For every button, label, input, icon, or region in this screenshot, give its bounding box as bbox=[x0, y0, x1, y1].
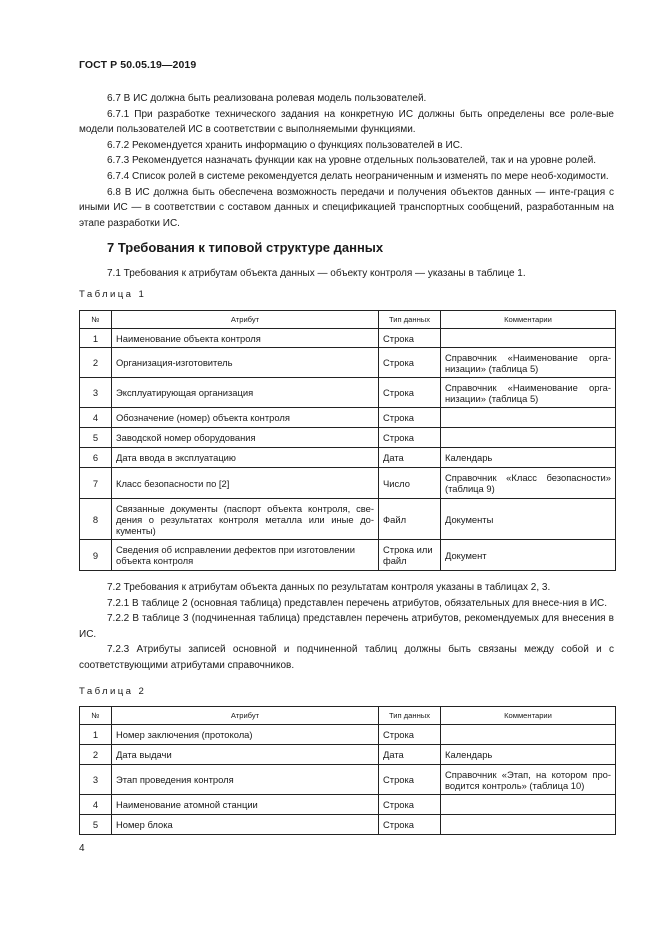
paragraph: 6.7.3 Рекомендуется назначать функции как на уровне отдельных пользователей, так и на уровне ролей. bbox=[107, 155, 597, 167]
cell-num: 4 bbox=[80, 795, 112, 815]
paragraph: 6.7.2 Рекомендуется хранить информацию о функциях пользователей в ИС. bbox=[107, 139, 463, 151]
paragraph: 7.2.2 В таблице 3 (подчиненная таблица) представлен перечень атрибутов, рекомендуемых для внесения в ИС. bbox=[79, 613, 614, 640]
cell-comment bbox=[441, 815, 616, 835]
cell-num: 7 bbox=[80, 468, 112, 499]
cell-comment: Справочник «Наименование орга-низации» (таблица 5) bbox=[441, 378, 616, 408]
table-row bbox=[80, 499, 616, 540]
header-type: Тип данных bbox=[379, 707, 441, 725]
table-header-row bbox=[80, 311, 616, 329]
cell-attr: Заводской номер оборудования bbox=[112, 428, 379, 448]
section-title: 7 Требования к типовой структуре данных bbox=[107, 240, 384, 255]
cell-type: Строка или файл bbox=[379, 540, 441, 571]
cell-num: 5 bbox=[80, 815, 112, 835]
table-row bbox=[80, 329, 616, 348]
paragraph: 6.8 В ИС должна быть обеспечена возможность передачи и получения объектов данных — инте-грация с иными ИС — в соответствии с составом данных и спецификацией транспортных сообщений, разработанным на этапе разработки ИС. bbox=[79, 186, 614, 229]
table2-caption: Таблица 2 bbox=[79, 686, 147, 697]
table-2 bbox=[79, 706, 616, 835]
cell-type: Дата bbox=[379, 448, 441, 468]
cell-type: Файл bbox=[379, 499, 441, 540]
cell-type: Число bbox=[379, 468, 441, 499]
header-num: № bbox=[80, 311, 112, 329]
table-row bbox=[80, 408, 616, 428]
cell-num: 3 bbox=[80, 378, 112, 408]
text-block-7-2 bbox=[79, 580, 614, 674]
header-attr: Атрибут bbox=[112, 707, 379, 725]
cell-comment bbox=[441, 329, 616, 348]
table-row bbox=[80, 725, 616, 745]
cell-comment bbox=[441, 428, 616, 448]
cell-comment bbox=[441, 725, 616, 745]
table-row bbox=[80, 468, 616, 499]
cell-type: Дата bbox=[379, 745, 441, 765]
table-row bbox=[80, 765, 616, 795]
cell-comment bbox=[441, 795, 616, 815]
table-row bbox=[80, 428, 616, 448]
header-type: Тип данных bbox=[379, 311, 441, 329]
paragraph: 7.2 Требования к атрибутам объекта данных по результатам контроля указаны в таблицах 2, 3. bbox=[107, 582, 551, 593]
cell-comment: Справочник «Наименование орга-низации» (таблица 5) bbox=[441, 348, 616, 378]
header-comment: Комментарии bbox=[441, 707, 616, 725]
header-num: № bbox=[80, 707, 112, 725]
table-row bbox=[80, 540, 616, 571]
table-row bbox=[80, 348, 616, 378]
page-number: 4 bbox=[79, 843, 85, 854]
cell-num: 3 bbox=[80, 765, 112, 795]
document-header: ГОСТ Р 50.05.19—2019 bbox=[79, 59, 197, 71]
cell-attr: Наименование атомной станции bbox=[112, 795, 379, 815]
cell-attr: Дата выдачи bbox=[112, 745, 379, 765]
paragraph: 6.7.4 Список ролей в системе рекомендуется делать неограниченным и изменять по мере необ-ходимости. bbox=[107, 170, 609, 182]
table-row bbox=[80, 378, 616, 408]
table-row bbox=[80, 795, 616, 815]
cell-comment: Справочник «Этап, на котором про-водится контроль» (таблица 10) bbox=[441, 765, 616, 795]
cell-num: 5 bbox=[80, 428, 112, 448]
cell-attr: Дата ввода в эксплуатацию bbox=[112, 448, 379, 468]
table-row bbox=[80, 448, 616, 468]
cell-attr: Номер блока bbox=[112, 815, 379, 835]
cell-num: 2 bbox=[80, 348, 112, 378]
paragraph: 7.1 Требования к атрибутам объекта данных — объекту контроля — указаны в таблице 1. bbox=[107, 268, 526, 279]
cell-num: 8 bbox=[80, 499, 112, 540]
cell-type: Строка bbox=[379, 765, 441, 795]
cell-num: 1 bbox=[80, 725, 112, 745]
cell-comment: Документы bbox=[441, 499, 616, 540]
cell-comment bbox=[441, 408, 616, 428]
cell-type: Строка bbox=[379, 348, 441, 378]
table1-caption: Таблица 1 bbox=[79, 289, 147, 300]
paragraph: 6.7.1 При разработке технического задания на конкретную ИС должны быть определены все роле-вые модели пользователей ИС в соответствии с выполняемыми функциями. bbox=[79, 108, 614, 136]
text-block-6-7 bbox=[79, 91, 614, 231]
cell-comment: Календарь bbox=[441, 745, 616, 765]
cell-attr: Обозначение (номер) объекта контроля bbox=[112, 408, 379, 428]
cell-type: Строка bbox=[379, 329, 441, 348]
cell-attr: Этап проведения контроля bbox=[112, 765, 379, 795]
cell-type: Строка bbox=[379, 428, 441, 448]
cell-attr: Класс безопасности по [2] bbox=[112, 468, 379, 499]
cell-num: 6 bbox=[80, 448, 112, 468]
paragraph: 6.7 В ИС должна быть реализована ролевая модель пользователей. bbox=[107, 93, 427, 104]
table-row bbox=[80, 815, 616, 835]
cell-comment: Справочник «Класс безопасности» (таблица 9) bbox=[441, 468, 616, 499]
cell-attr: Эксплуатирующая организация bbox=[112, 378, 379, 408]
cell-num: 4 bbox=[80, 408, 112, 428]
cell-attr: Наименование объекта контроля bbox=[112, 329, 379, 348]
cell-attr: Связанные документы (паспорт объекта контроля, све-дения о результатах контроля металла или иные до-кументы) bbox=[112, 499, 379, 540]
cell-num: 9 bbox=[80, 540, 112, 571]
paragraph: 7.2.3 Атрибуты записей основной и подчиненной таблиц должны быть связаны между собой и с соответствующими атрибутами справочников. bbox=[79, 644, 614, 671]
table-row bbox=[80, 745, 616, 765]
cell-type: Строка bbox=[379, 378, 441, 408]
cell-attr: Номер заключения (протокола) bbox=[112, 725, 379, 745]
cell-type: Строка bbox=[379, 815, 441, 835]
header-comment: Комментарии bbox=[441, 311, 616, 329]
text-block-7-1 bbox=[79, 266, 614, 282]
paragraph: 7.2.1 В таблице 2 (основная таблица) представлен перечень атрибутов, обязательных для внесе-ния в ИС. bbox=[107, 597, 608, 609]
cell-attr: Сведения об исправлении дефектов при изготовлении объекта контроля bbox=[112, 540, 379, 571]
cell-comment: Календарь bbox=[441, 448, 616, 468]
cell-attr: Организация-изготовитель bbox=[112, 348, 379, 378]
table-header-row bbox=[80, 707, 616, 725]
cell-num: 1 bbox=[80, 329, 112, 348]
cell-num: 2 bbox=[80, 745, 112, 765]
cell-comment: Документ bbox=[441, 540, 616, 571]
table-1 bbox=[79, 310, 616, 571]
cell-type: Строка bbox=[379, 795, 441, 815]
cell-type: Строка bbox=[379, 408, 441, 428]
header-attr: Атрибут bbox=[112, 311, 379, 329]
cell-type: Строка bbox=[379, 725, 441, 745]
